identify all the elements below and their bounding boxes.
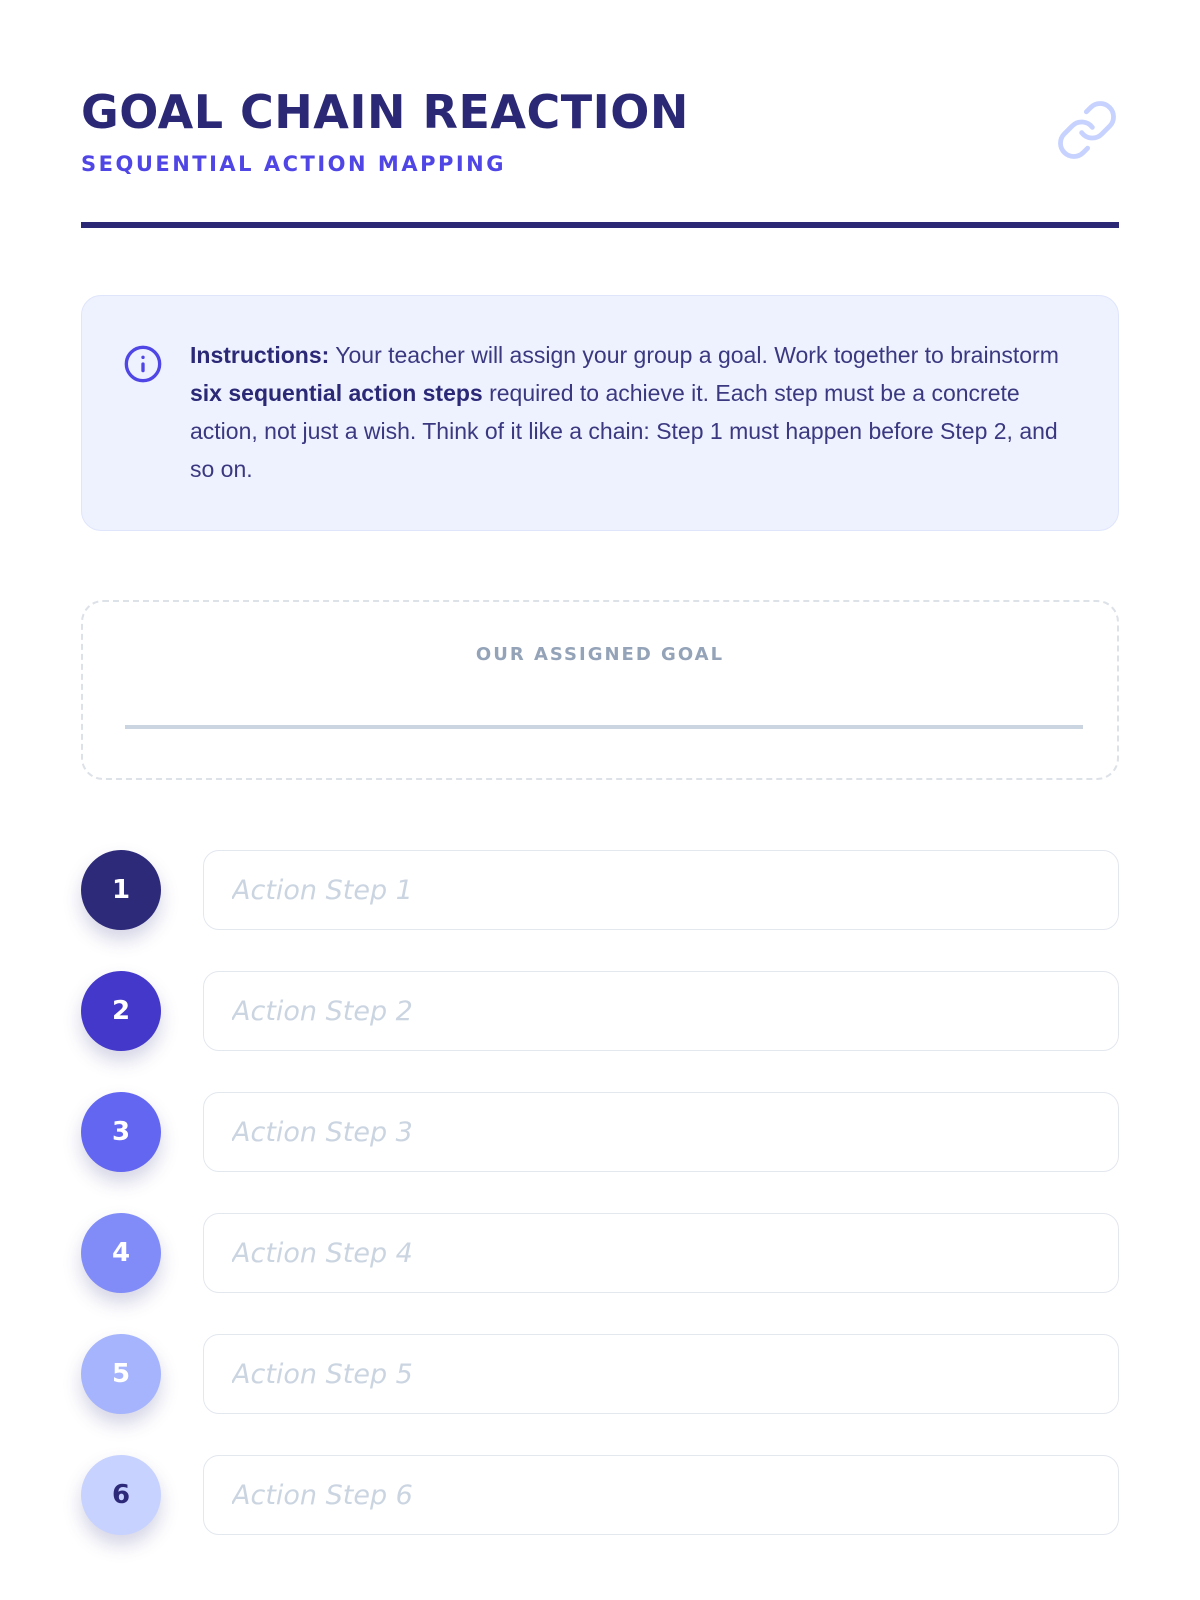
assigned-goal-box — [81, 600, 1119, 780]
action-step-row — [81, 850, 1119, 930]
assigned-goal-line[interactable] — [125, 725, 1083, 729]
step-number-badge: 2 — [81, 971, 161, 1051]
action-steps-list — [81, 850, 1119, 1535]
page-title: GOAL CHAIN REACTION — [81, 85, 689, 139]
action-step-input[interactable] — [203, 1334, 1119, 1414]
action-step-input[interactable] — [203, 1092, 1119, 1172]
instructions-panel — [81, 295, 1119, 531]
page-subtitle: SEQUENTIAL ACTION MAPPING — [81, 152, 506, 176]
action-step-row — [81, 971, 1119, 1051]
instructions-text-part-2: required to achieve it. Each step must be a concrete action, not just a wish. Think of it like a chain: Step 1 must happen before Step 2, and so on. — [190, 380, 1058, 482]
instructions-lead: Instructions: — [190, 342, 330, 368]
instructions-text-part-1: Your teacher will assign your group a goal. Work together to brainstorm — [329, 342, 1059, 368]
action-step-row — [81, 1455, 1119, 1535]
step-number-badge: 4 — [81, 1213, 161, 1293]
action-step-row — [81, 1092, 1119, 1172]
instructions-emphasis: six sequential action steps — [190, 380, 483, 406]
step-number-badge: 3 — [81, 1092, 161, 1172]
action-step-input[interactable] — [203, 1455, 1119, 1535]
action-step-input[interactable] — [203, 1213, 1119, 1293]
instructions-text — [190, 336, 1074, 488]
step-number-badge: 1 — [81, 850, 161, 930]
header — [81, 0, 1119, 228]
link-icon — [1055, 98, 1119, 162]
step-number-badge: 6 — [81, 1455, 161, 1535]
action-step-row — [81, 1213, 1119, 1293]
action-step-input[interactable] — [203, 971, 1119, 1051]
action-step-input[interactable] — [203, 850, 1119, 930]
info-icon — [123, 344, 163, 384]
assigned-goal-label: OUR ASSIGNED GOAL — [475, 644, 725, 665]
action-step-row — [81, 1334, 1119, 1414]
step-number-badge: 5 — [81, 1334, 161, 1414]
